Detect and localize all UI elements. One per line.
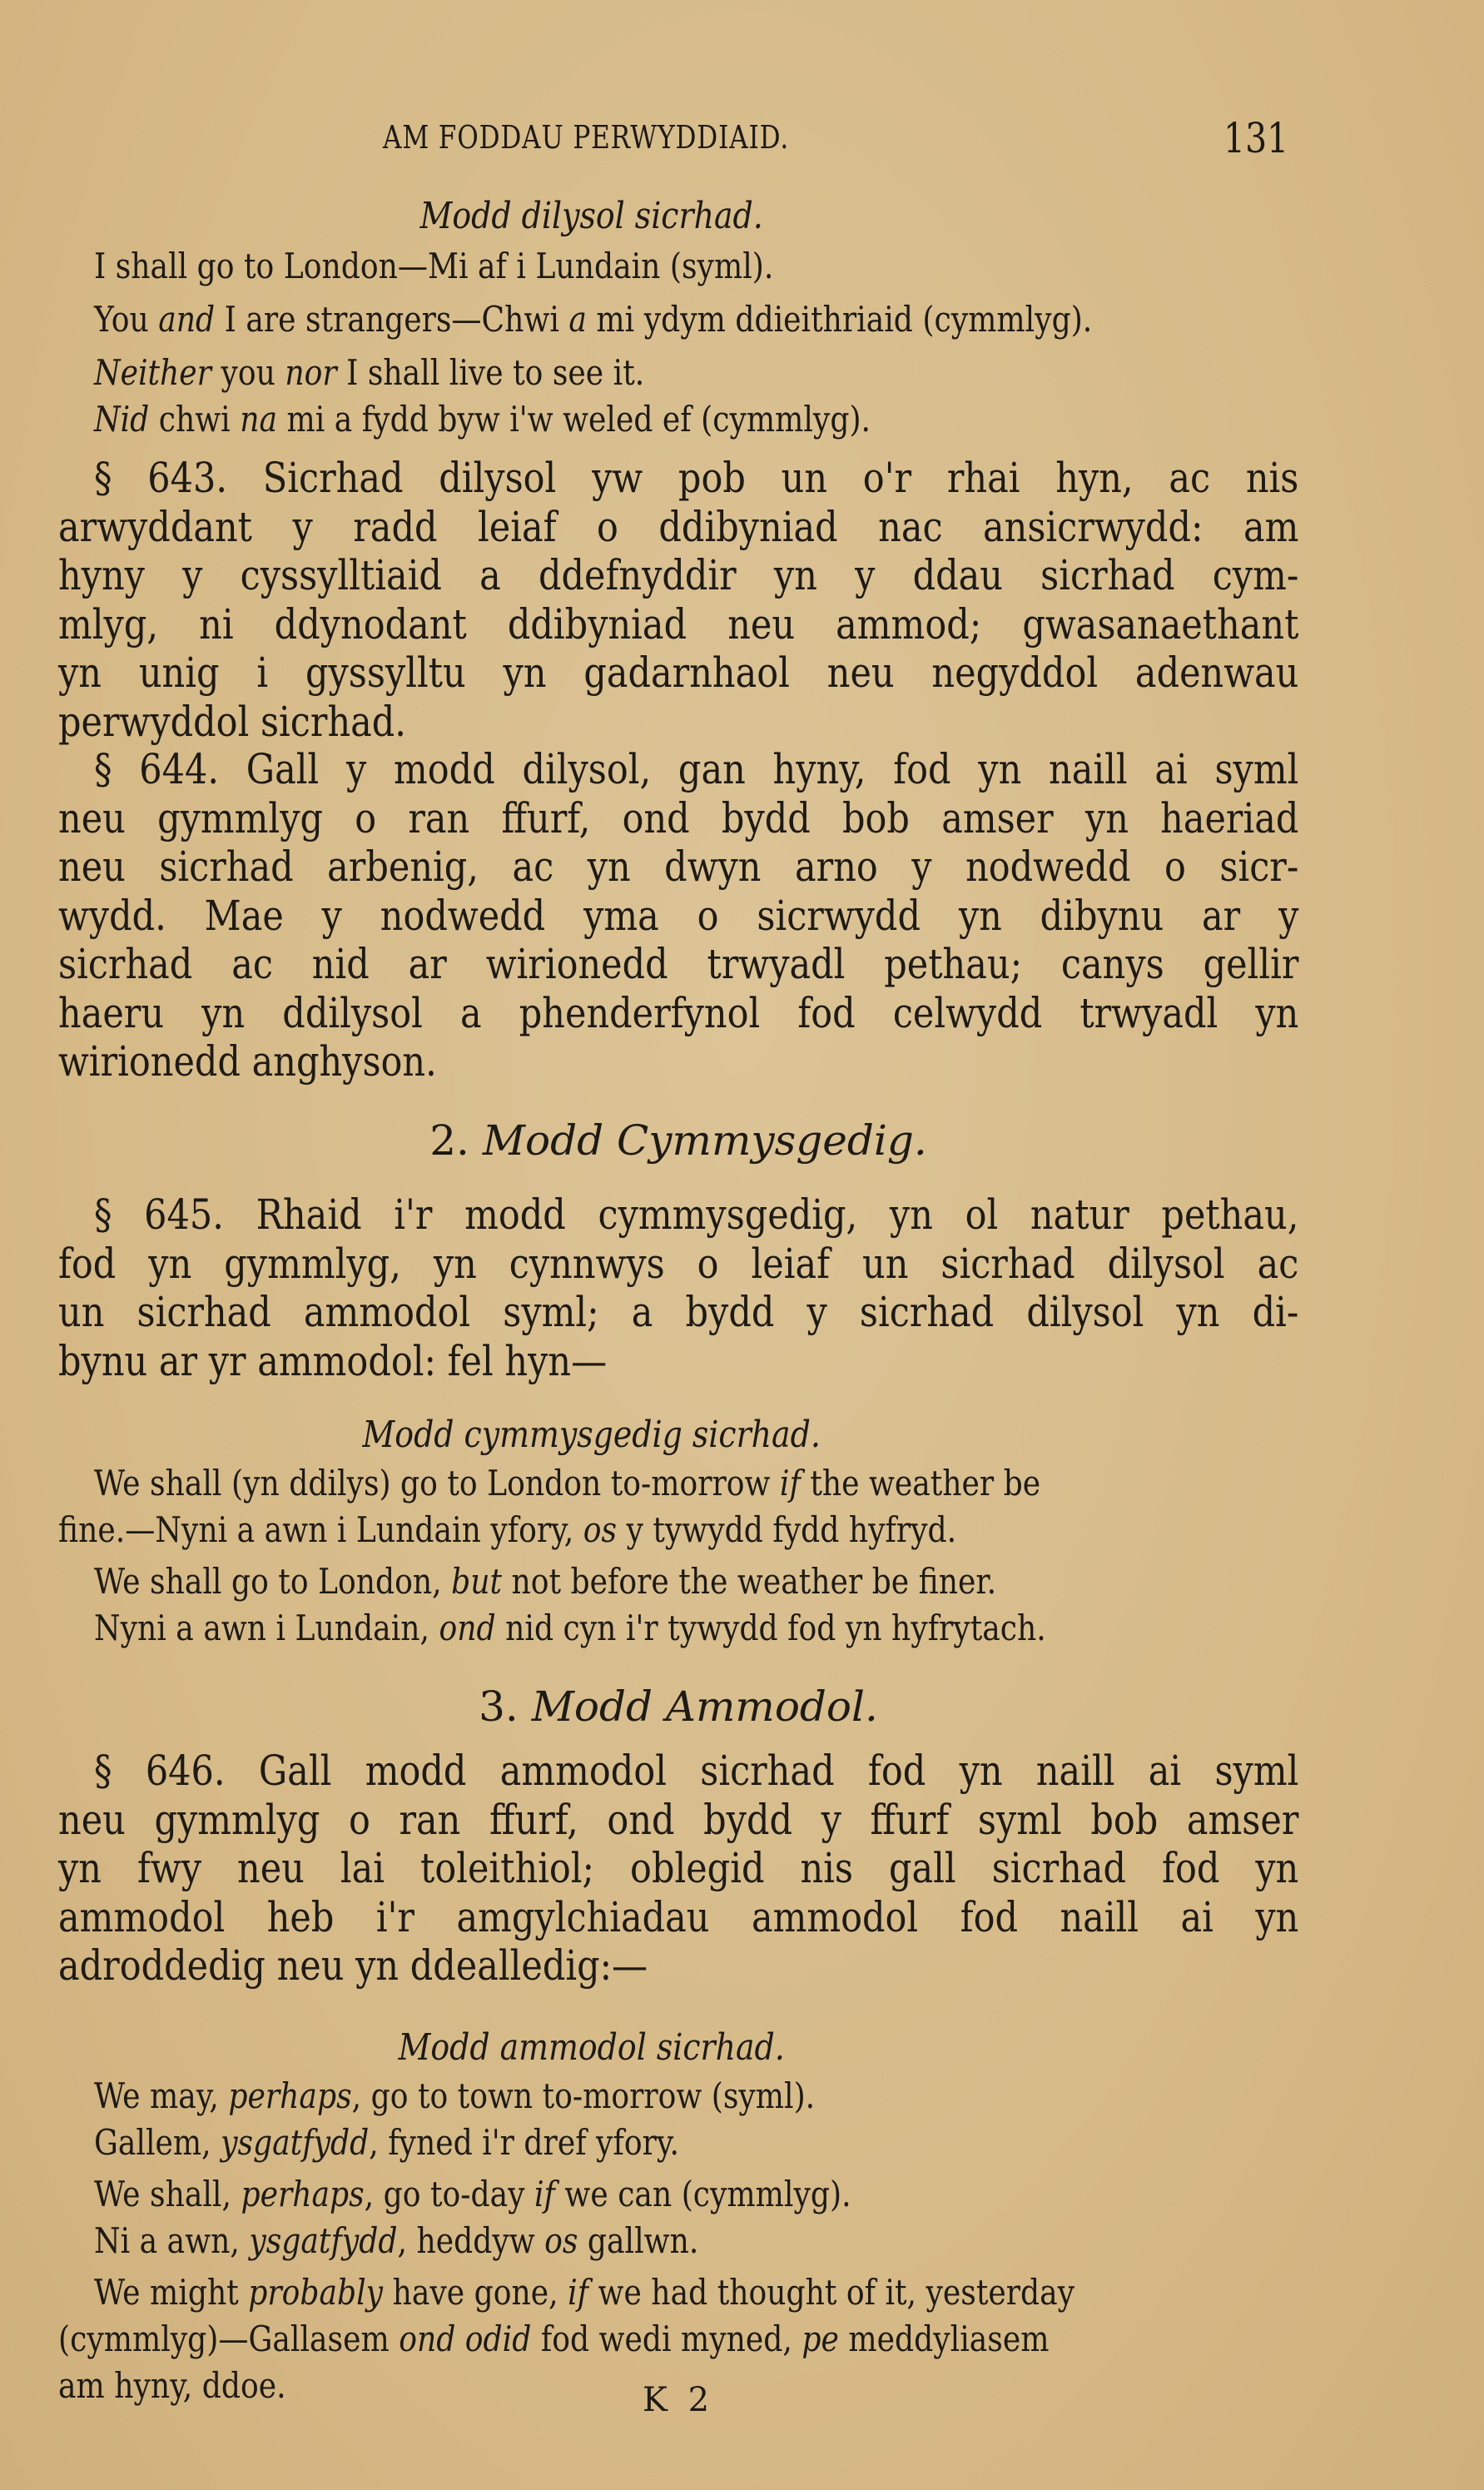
- example-heading: Modd ammodol sicrhad.: [398, 2026, 785, 2069]
- example-heading: Modd dilysol sicrhad.: [419, 195, 763, 237]
- running-head: [58, 114, 1298, 169]
- section-number: 2.: [429, 1116, 469, 1165]
- section-title: Modd Cymmysgedig.: [482, 1116, 927, 1165]
- page-number: 131: [1223, 114, 1289, 162]
- paragraph-645: § 645. Rhaid i'r modd cymmysgedig, yn ol natur pethau, fod yn gymmlyg, yn cynnwys o leiaf un sicrhad dilysol ac un sicrhad ammodol syml; a bydd y sicrhad dilysol yn di- bynu ar yr ammodol: fel hyn—: [58, 1190, 1299, 1385]
- example-line: We might probably have gone, if we had thought of it, yesterday: [94, 2272, 1075, 2313]
- example-line: Ni a awn, ysgatfydd, heddyw os gallwn.: [94, 2220, 699, 2261]
- example-line: Neither you nor I shall live to see it.: [94, 352, 645, 393]
- section-number: 3.: [479, 1682, 519, 1731]
- example-line: Nyni a awn i Lundain, ond nid cyn i'r tywydd fod yn hyfrytach.: [94, 1608, 1046, 1648]
- example-block-ammodol: [58, 2025, 1298, 2409]
- example-block-cymmysgedig: [58, 1412, 1298, 1652]
- paragraph-646: § 646. Gall modd ammodol sicrhad fod yn naill ai syml neu gymmlyg o ran ffurf, ond bydd y ffurf syml bob amser yn fwy neu lai toleithiol; oblegid nis gall sicrhad fod yn ammodol heb i'r amgylchiadau ammodol fod naill ai yn adroddedig neu yn ddealledig:—: [58, 1747, 1299, 1990]
- section-heading-2: [58, 1116, 1298, 1165]
- example-line: I shall go to London—Mi af i Lundain (syml).: [94, 246, 774, 286]
- example-line: We shall go to London, but not before the weather be finer.: [94, 1561, 997, 1602]
- example-block-dilysol: [58, 193, 1298, 443]
- paragraph-644: § 644. Gall y modd dilysol, gan hyny, fod yn naill ai syml neu gymmlyg o ran ffurf, ond bydd bob amser yn haeriad neu sicrhad arbenig, ac yn dwyn arno y nodwedd o sicr- wydd. Mae y nodwedd yma o sicrwydd yn dibynu ar y sicrhad ac nid ar wirionedd trwyadl pethau; canys gellir haeru yn ddilysol a phenderfynol fod celwydd trwyadl yn wirionedd anghyson.: [58, 745, 1299, 1086]
- example-line: am hyny, ddoe.: [58, 2365, 286, 2406]
- example-line: We shall (yn ddilys) go to London to-morrow if the weather be: [94, 1463, 1041, 1503]
- example-heading: Modd cymmysgedig sicrhad.: [362, 1414, 821, 1456]
- example-line: (cymmlyg)—Gallasem ond odid fod wedi myned, pe meddyliasem: [58, 2319, 1050, 2359]
- example-line: You and I are strangers—Chwi a mi ydym ddieithriaid (cymmlyg).: [94, 299, 1093, 340]
- example-line: We may, perhaps, go to town to-morrow (syml).: [94, 2075, 816, 2116]
- example-line: We shall, perhaps, go to-day if we can (cymmlyg).: [94, 2174, 851, 2214]
- section-heading-3: [58, 1682, 1298, 1732]
- example-line: Gallem, ysgatfydd, fyned i'r dref yfory.: [94, 2122, 679, 2163]
- signature-mark: K 2: [642, 2381, 715, 2419]
- example-line: Nid chwi na mi a fydd byw i'w weled ef (cymmlyg).: [94, 399, 871, 440]
- example-line: fine.—Nyni a awn i Lundain yfory, os y tywydd fydd hyfryd.: [58, 1509, 957, 1550]
- paragraph-643: § 643. Sicrhad dilysol yw pob un o'r rhai hyn, ac nis arwyddant y radd leiaf o ddibyniad nac ansicrwydd: am hyny y cyssylltiaid a ddefnyddir yn y ddau sicrhad cym- mlyg, ni ddynodant ddibyniad neu ammod; gwasanaethant yn unig i gyssylltu yn gadarnhaol neu negyddol adenwau perwyddol sicrhad.: [58, 454, 1299, 746]
- section-title: Modd Ammodol.: [531, 1682, 878, 1731]
- running-title: AM FODDAU PERWYDDIAID.: [383, 119, 790, 156]
